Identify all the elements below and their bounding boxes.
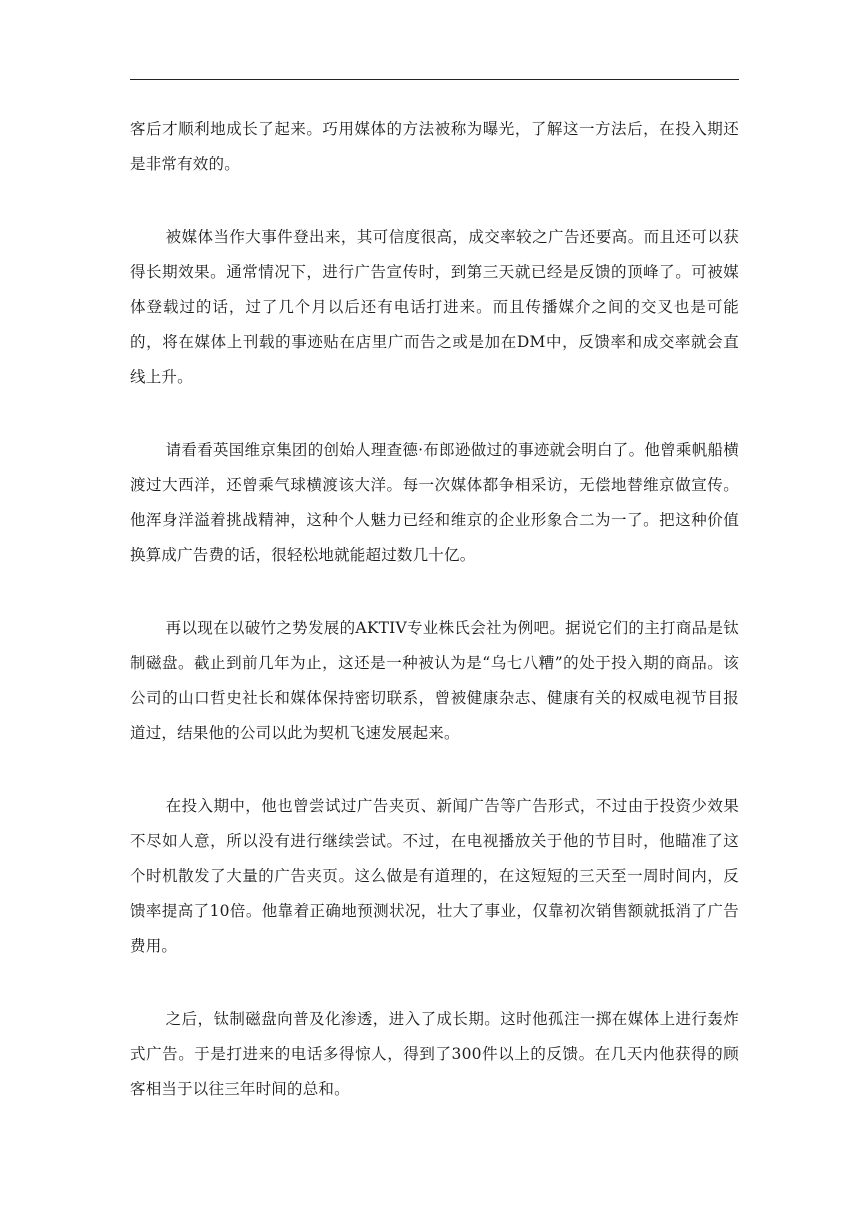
paragraph-4: 再以现在以破竹之势发展的AKTIV专业株氏会社为例吧。据说它们的主打商品是钛制磁盘。截止到前几年为止，这还是一种被认为是“乌七八糟”的处于投入期的商品。该公司的山口哲史社长和媒体保持密切联系，曾被健康杂志、健康有关的权威电视节目报道过，结果他的公司以此为契机飞速发展起来。 <box>130 619 739 742</box>
document-body <box>130 112 739 1145</box>
header-rule <box>130 79 739 80</box>
paragraph-1: 客后才顺利地成长了起来。巧用媒体的方法被称为曝光，了解这一方法后，在投入期还是非常有效的。 <box>130 120 739 173</box>
paragraph-6: 之后，钛制磁盘向普及化渗透，进入了成长期。这时他孤注一掷在媒体上进行轰炸式广告。于是打进来的电话多得惊人，得到了300件以上的反馈。在几天内他获得的顾客相当于以往三年时间的总和。 <box>130 1010 739 1098</box>
paragraph-2: 被媒体当作大事件登出来，其可信度很高，成交率较之广告还要高。而且还可以获得长期效果。通常情况下，进行广告宣传时，到第三天就已经是反馈的顶峰了。可被媒体登载过的话，过了几个月以后还有电话打进来。而且传播媒介之间的交叉也是可能的，将在媒体上刊载的事迹贴在店里广而告之或是加在DM中，反馈率和成交率就会直线上升。 <box>130 228 739 386</box>
paragraph-3: 请看看英国维京集团的创始人理查德·布郎逊做过的事迹就会明白了。他曾乘帆船横渡过大西洋，还曾乘气球横渡该大洋。每一次媒体都争相采访，无偿地替维京做宣传。他浑身洋溢着挑战精神，这种个人魅力已经和维京的企业形象合二为一了。把这种价值换算成广告费的话，很轻松地就能超过数几十亿。 <box>130 441 739 564</box>
paragraph-5: 在投入期中，他也曾尝试过广告夹页、新闻广告等广告形式，不过由于投资少效果不尽如人意，所以没有进行继续尝试。不过，在电视播放关于他的节目时，他瞄准了这个时机散发了大量的广告夹页。这么做是有道理的，在这短短的三天至一周时间内，反馈率提高了10倍。他靠着正确地预测状况，壮大了事业，仅靠初次销售额就抵消了广告费用。 <box>130 797 739 955</box>
